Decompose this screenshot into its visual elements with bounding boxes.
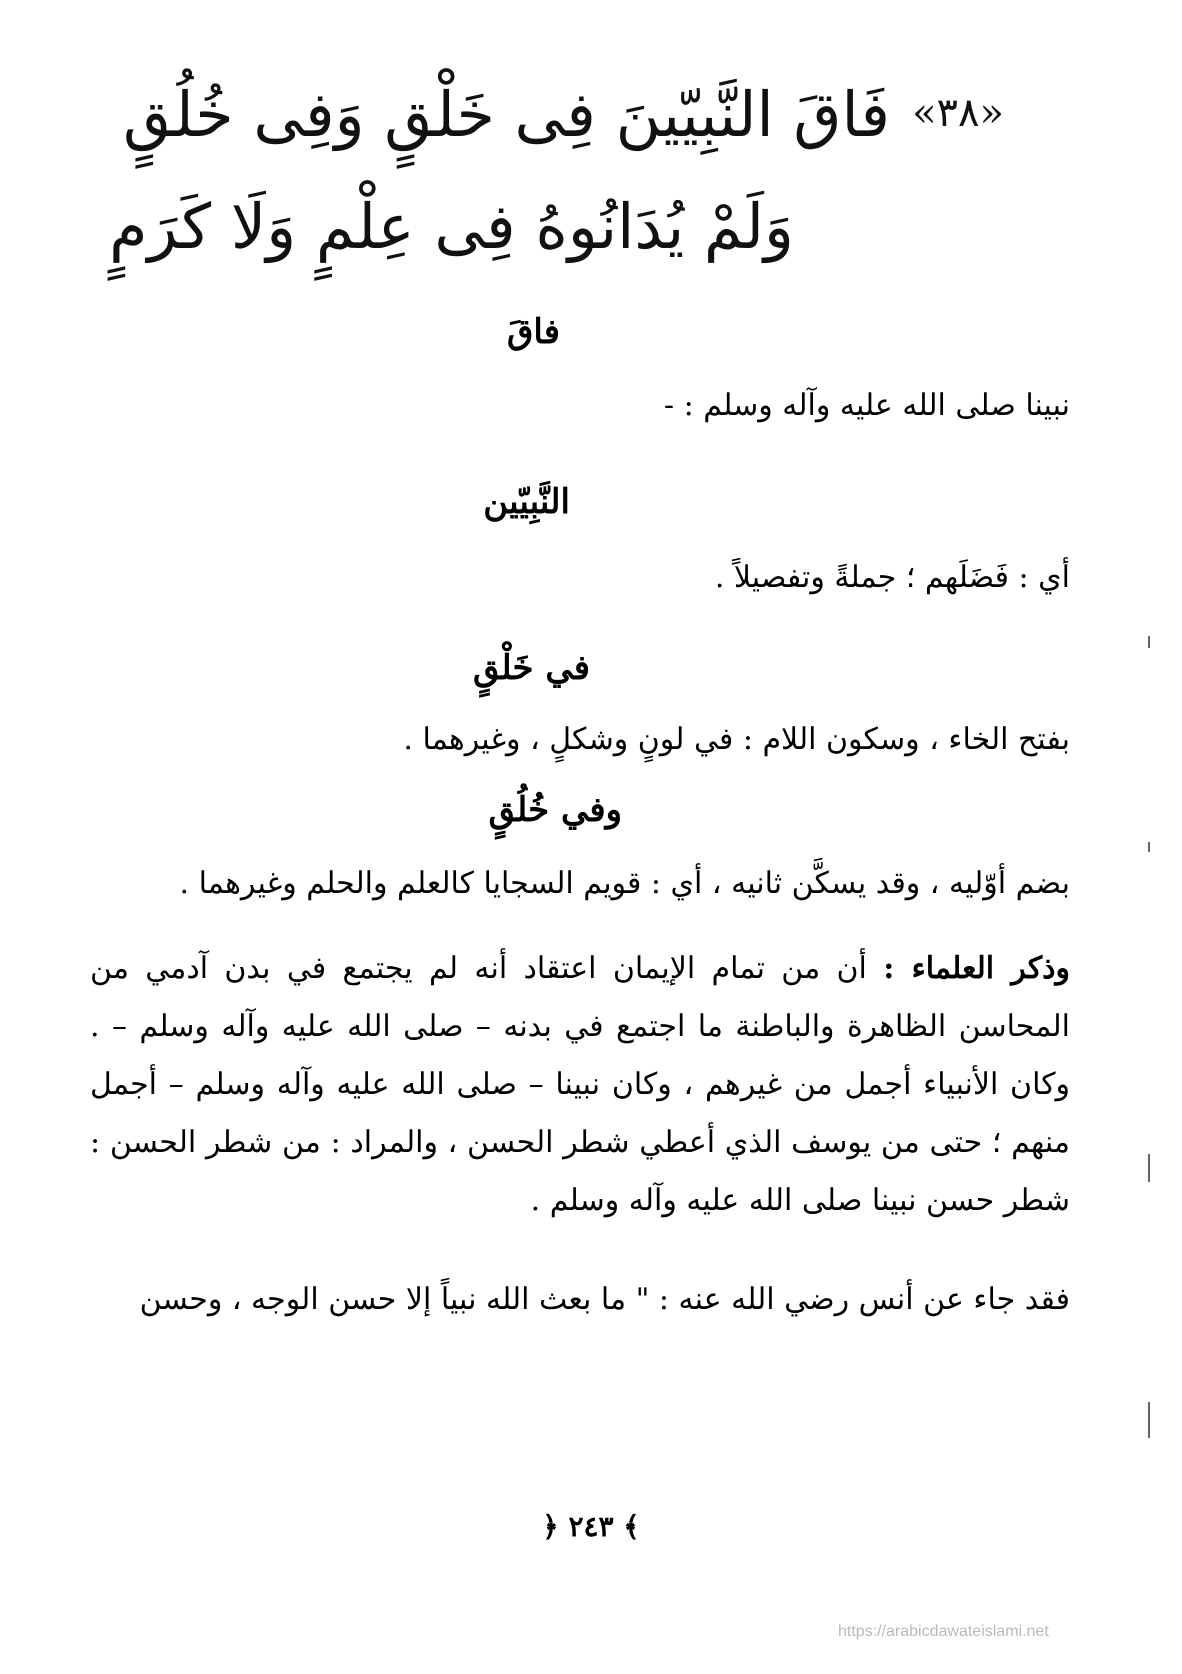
verse-hemistich-1: فَاقَ النَّبِيّينَ فِى خَلْقٍ وَفِى خُلُقٍ [123,78,891,151]
page-number: ﴿ ٢٤٣ ﴾ [542,1510,640,1543]
paragraph-lead: وذكر العلماء : [883,951,1070,986]
margin-tick [1148,1154,1150,1182]
paragraph-body: أن من تمام الإيمان اعتقاد أنه لم يجتمع في بدن آدمي من المحاسن الظاهرة والباطنة ما اجتمع في بدنه – صلى الله عليه وآله وسلم – . وكان الأنبياء أجمل من غيرهم ، وكان نبينا – صلى الله عليه وآله وسلم – أجمل منهم ؛ حتى من يوسف الذي أعطي شطر الحسن ، والمراد : من شطر الحسن : شطر حسن نبينا صلى الله عليه وآله وسلم . [90,951,1070,1218]
commentary-text-2: أي : فَضَلَهم ؛ جملةً وتفصيلاً . [714,560,1070,595]
commentary-paragraph-1 [90,940,1070,1230]
commentary-heading-khuluq: وفي خُلُقٍ [488,790,622,830]
commentary-heading-faqa: فاقَ [507,312,560,352]
verse-number: «٣٨» [912,90,1004,136]
verse-line-2: وَلَمْ يُدَانُوهُ فِى عِلْمٍ وَلَا كَرَمٍ [109,190,794,263]
commentary-heading-nabiyyin: النَّبِيّين [483,482,570,522]
commentary-text-1: نبينا صلى الله عليه وآله وسلم : - [663,388,1070,423]
verse-line-1 [123,78,1004,151]
watermark: https://arabicdawateislami.net [838,1623,1049,1640]
margin-tick [1148,842,1150,852]
commentary-text-4: بضم أوّليه ، وقد يسكَّن ثانيه ، أي : قويم السجايا كالعلم والحلم وغيرهما . [179,866,1070,901]
margin-tick [1148,636,1150,648]
commentary-text-3: بفتح الخاء ، وسكون اللام : في لونٍ وشكلٍ ، وغيرهما . [403,722,1070,757]
margin-tick [1148,1402,1150,1438]
commentary-paragraph-2: فقد جاء عن أنس رضي الله عنه : " ما بعث الله نبياً إلا حسن الوجه ، وحسن [139,1282,1070,1317]
commentary-heading-khalq: في خَلْقٍ [472,648,590,688]
